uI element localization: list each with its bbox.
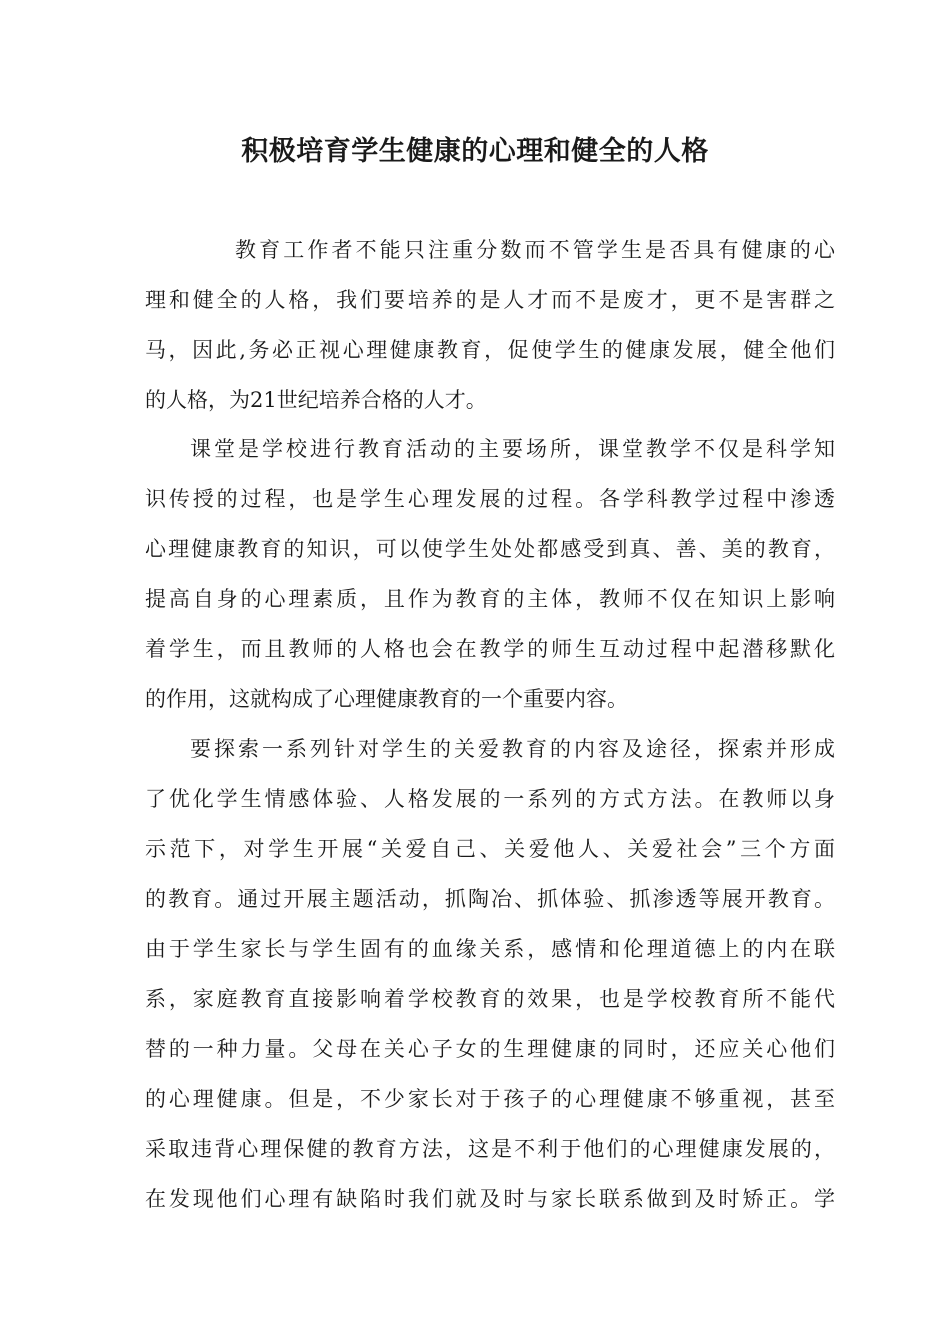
paragraph-1-line-1: 教育工作者不能只注重分数而不管学生是否具有健康的心	[235, 238, 835, 262]
paragraph-3-line-4: 的教育。通过开展主题活动，抓陶冶、抓体验、抓渗透等展开教育。	[145, 887, 835, 911]
paragraph-3-line-1: 要探索一系列针对学生的关爱教育的内容及途径，探索并形成	[190, 737, 835, 761]
paragraph-3-line-5: 由于学生家长与学生固有的血缘关系，感情和伦理道德上的内在联	[145, 937, 835, 961]
paragraph-2-line-1: 课堂是学校进行教育活动的主要场所，课堂教学不仅是科学知	[190, 437, 835, 461]
paragraph-3-line-6: 系，家庭教育直接影响着学校教育的效果，也是学校教育所不能代	[145, 987, 835, 1011]
paragraph-1-line-3: 马，因此,务必正视心理健康教育，促使学生的健康发展，健全他们	[145, 338, 835, 362]
paragraph-3-line-3: 示范下，对学生开展“关爱自己、关爱他人、关爱社会”三个方面	[145, 837, 835, 861]
paragraph-3-line-8: 的心理健康。但是，不少家长对于孩子的心理健康不够重视，甚至	[145, 1087, 835, 1111]
paragraph-3-line-10: 在发现他们心理有缺陷时我们就及时与家长联系做到及时矫正。学	[145, 1187, 835, 1211]
paragraph-1-line-4: 的人格，为21世纪培养合格的人才。	[145, 388, 487, 412]
paragraph-1-line-2: 理和健全的人格，我们要培养的是人才而不是废才，更不是害群之	[145, 288, 835, 312]
paragraph-3-line-2: 了优化学生情感体验、人格发展的一系列的方式方法。在教师以身	[145, 787, 835, 811]
paragraph-2-line-6: 的作用，这就构成了心理健康教育的一个重要内容。	[145, 687, 628, 711]
paragraph-2-line-4: 提高自身的心理素质，且作为教育的主体，教师不仅在知识上影响	[145, 587, 835, 611]
paragraph-2-line-2: 识传授的过程，也是学生心理发展的过程。各学科教学过程中渗透	[145, 487, 835, 511]
paragraph-3-line-7: 替的一种力量。父母在关心子女的生理健康的同时，还应关心他们	[145, 1037, 835, 1061]
document-title: 积极培育学生健康的心理和健全的人格	[241, 136, 709, 167]
paragraph-2-line-5: 着学生，而且教师的人格也会在教学的师生互动过程中起潜移默化	[145, 637, 835, 661]
paragraph-2-line-3: 心理健康教育的知识，可以使学生处处都感受到真、善、美的教育，	[145, 537, 835, 561]
paragraph-3-line-9: 采取违背心理保健的教育方法，这是不利于他们的心理健康发展的，	[145, 1137, 835, 1161]
